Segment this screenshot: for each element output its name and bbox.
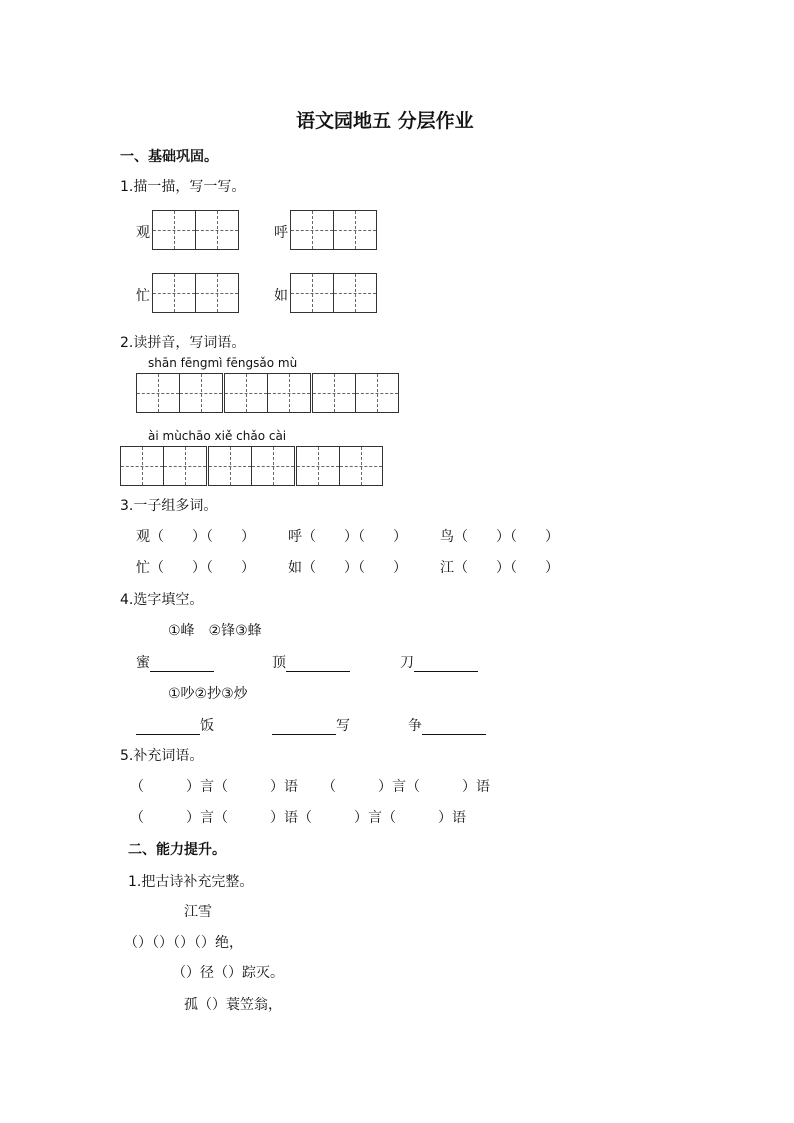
q4-fill-item (272, 652, 350, 672)
q4-fill-item (272, 715, 350, 735)
q5-item: （ ）言（ ）语 (130, 779, 298, 795)
poem-prompt: 1.把古诗补充完整。 (128, 874, 254, 890)
writing-cell[interactable] (290, 210, 334, 250)
answer-blank[interactable] (422, 720, 486, 735)
q4-options-1: ①峰 ②锋③蜂 (168, 623, 262, 639)
q1-char-label: 如 (274, 288, 288, 304)
writing-cell[interactable] (179, 373, 223, 413)
q3-prompt: 3.一子组多词。 (120, 498, 218, 514)
q4-char: 争 (408, 718, 422, 734)
writing-cell[interactable] (120, 446, 164, 486)
q4-fill-item (400, 652, 478, 672)
q3-item: 观（ ）（ ） (136, 529, 255, 545)
answer-blank[interactable] (414, 657, 478, 672)
q1-char-label: 忙 (136, 288, 150, 304)
writing-cell[interactable] (195, 210, 239, 250)
q2-grid-row1[interactable] (136, 373, 398, 413)
q5-prompt: 5.补充词语。 (120, 748, 204, 764)
q4-fill-item (136, 715, 214, 735)
answer-blank[interactable] (286, 657, 350, 672)
q3-item: 江（ ）（ ） (440, 560, 559, 576)
section-heading-advanced: 二、能力提升。 (128, 842, 226, 858)
q4-char: 蜜 (136, 655, 150, 671)
q4-fill-item (136, 652, 214, 672)
writing-cell[interactable] (296, 446, 340, 486)
writing-cell[interactable] (333, 210, 377, 250)
q2-pinyin-row1: shān fēngmì fēngsǎo mù (148, 356, 298, 370)
q1-char-label: 观 (136, 225, 150, 241)
poem-line: （）径（）踪灭。 (172, 965, 284, 981)
q1-writing-grid[interactable] (152, 210, 238, 250)
section-heading-basic: 一、基础巩固。 (120, 149, 218, 165)
q1-prompt: 1.描一描，写一写。 (120, 179, 246, 195)
q3-item: 呼（ ）（ ） (288, 529, 407, 545)
q5-item: （ ）言（ ）语（ ）言（ ）语 (130, 810, 466, 826)
page-title: 语文园地五 分层作业 (296, 110, 474, 132)
writing-cell[interactable] (251, 446, 295, 486)
q4-char: 顶 (272, 655, 286, 671)
writing-cell[interactable] (355, 373, 399, 413)
writing-cell[interactable] (195, 273, 239, 313)
answer-blank[interactable] (136, 720, 200, 735)
writing-cell[interactable] (152, 210, 196, 250)
q5-item: （ ）言（ ）语 (322, 779, 490, 795)
q2-prompt: 2.读拼音，写词语。 (120, 335, 246, 351)
q3-item: 鸟（ ）（ ） (440, 529, 559, 545)
writing-cell[interactable] (267, 373, 311, 413)
q4-prompt: 4.选字填空。 (120, 592, 204, 608)
poem-line: （）（）（）（）绝， (124, 935, 243, 951)
poem-line: 孤（）蓑笠翁， (184, 997, 282, 1013)
q4-char: 刀 (400, 655, 414, 671)
q2-pinyin-row2: ài mùchāo xiě chǎo cài (148, 429, 287, 443)
answer-blank[interactable] (150, 657, 214, 672)
q2-grid-row2[interactable] (120, 446, 382, 486)
q4-fill-item (408, 715, 486, 735)
q3-item: 忙（ ）（ ） (136, 560, 255, 576)
q3-item: 如（ ）（ ） (288, 560, 407, 576)
writing-cell[interactable] (208, 446, 252, 486)
q4-char: 饭 (200, 718, 214, 734)
writing-cell[interactable] (224, 373, 268, 413)
writing-cell[interactable] (333, 273, 377, 313)
q1-writing-grid[interactable] (290, 210, 376, 250)
poem-title: 江雪 (184, 904, 212, 920)
writing-cell[interactable] (163, 446, 207, 486)
q1-char-label: 呼 (274, 225, 288, 241)
q4-char: 写 (336, 718, 350, 734)
q1-writing-grid[interactable] (290, 273, 376, 313)
writing-cell[interactable] (152, 273, 196, 313)
writing-cell[interactable] (136, 373, 180, 413)
q4-options-2: ①吵②抄③炒 (168, 686, 248, 702)
answer-blank[interactable] (272, 720, 336, 735)
writing-cell[interactable] (290, 273, 334, 313)
writing-cell[interactable] (312, 373, 356, 413)
writing-cell[interactable] (339, 446, 383, 486)
q1-writing-grid[interactable] (152, 273, 238, 313)
